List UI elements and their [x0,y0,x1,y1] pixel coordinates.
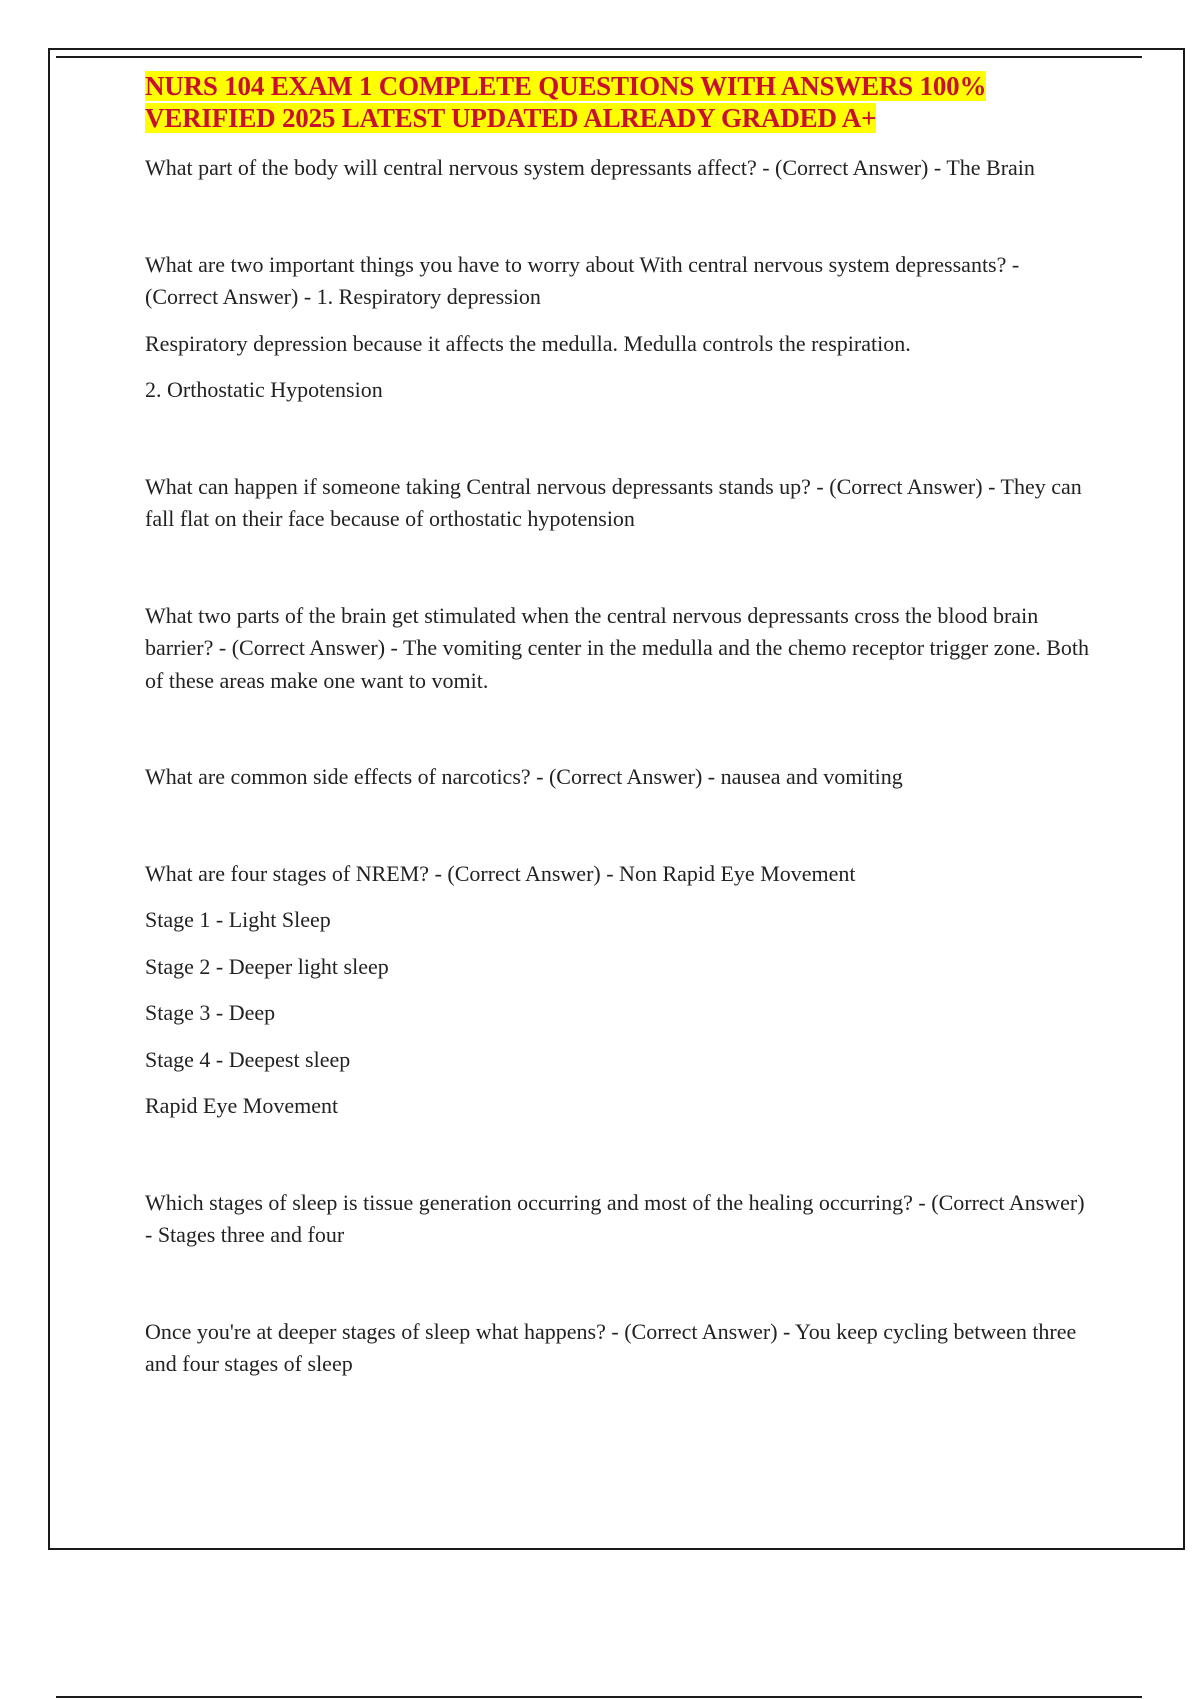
qa-extra-line: Respiratory depression because it affects the medulla. Medulla controls the respiration. [145,330,911,356]
qa-text: What are two important things you have to worry about With central nervous system depressants? - (Correct Answer) - 1. Respiratory depression [145,251,1020,309]
top-rule [56,56,1142,58]
qa-text: Once you're at deeper stages of sleep what happens? - (Correct Answer) - You keep cycling between three and four stages of sleep [145,1318,1077,1376]
qa-item [145,152,1090,185]
qa-item [145,858,1090,1123]
title-line-2: VERIFIED 2025 LATEST UPDATED ALREADY GRADED A+ [145,103,877,133]
qa-text: What can happen if someone taking Central nervous depressants stands up? - (Correct Answer) - They can fall flat on their face because of orthostatic hypotension [145,473,1082,531]
document-body [145,70,1090,1445]
qa-extra-line: Stage 3 - Deep [145,1000,276,1025]
qa-item [145,471,1090,536]
bottom-rule [56,1696,1142,1698]
qa-extra-line: Rapid Eye Movement [145,1093,339,1118]
qa-text: What are common side effects of narcotics? - (Correct Answer) - nausea and vomiting [145,764,903,789]
title-line-1: NURS 104 EXAM 1 COMPLETE QUESTIONS WITH ANSWERS 100% [145,71,987,101]
qa-item [145,249,1090,407]
qa-item [145,1316,1090,1381]
qa-item [145,761,1090,794]
qa-item [145,1187,1090,1252]
qa-extra-line: Stage 4 - Deepest sleep [145,1046,351,1072]
qa-text: What part of the body will central nervous system depressants affect? - (Correct Answer) - The Brain [145,155,1035,180]
qa-extra-line: Stage 1 - Light Sleep [145,907,331,932]
qa-text: Which stages of sleep is tissue generation occurring and most of the healing occurring? - (Correct Answer) - Stages three and four [145,1189,1085,1247]
qa-item [145,600,1090,698]
qa-text: What are four stages of NREM? - (Correct Answer) - Non Rapid Eye Movement [145,860,856,886]
qa-text: What two parts of the brain get stimulated when the central nervous depressants cross the blood brain barrier? - (Correct Answer) - The vomiting center in the medulla and the chemo receptor trigger zone. Both of these areas make one want to vomit. [145,602,1090,693]
qa-extra-line: 2. Orthostatic Hypotension [145,377,383,402]
document-title [145,70,1090,134]
qa-extra-line: Stage 2 - Deeper light sleep [145,953,389,979]
